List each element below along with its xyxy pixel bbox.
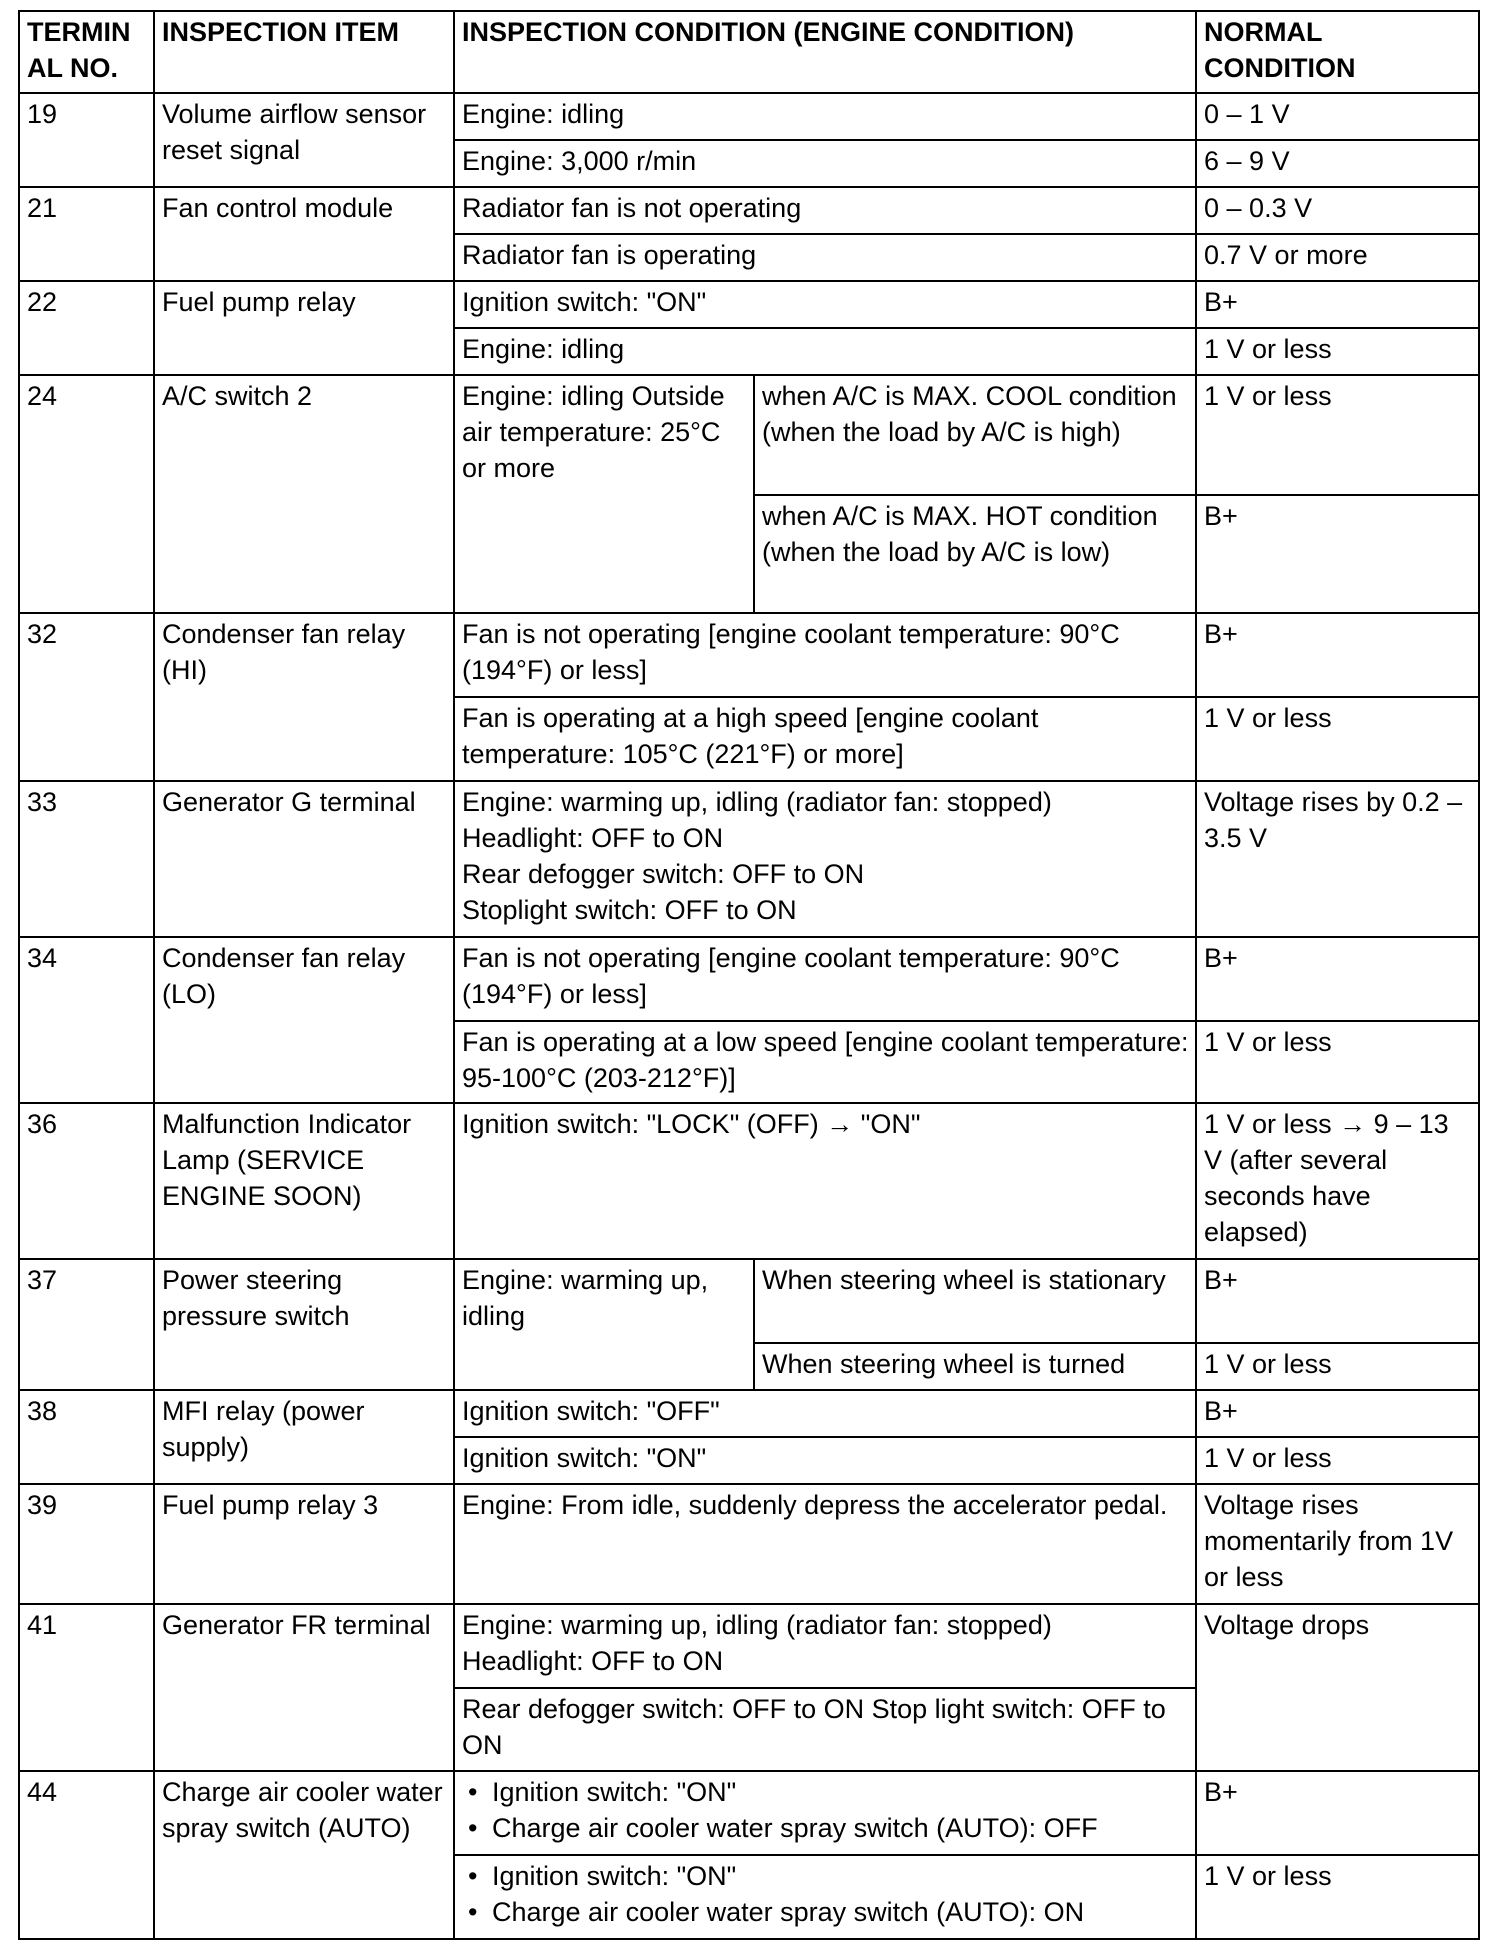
normal-condition: Voltage drops <box>1196 1604 1479 1771</box>
normal-condition: B+ <box>1196 937 1479 1021</box>
terminal-no: 33 <box>19 781 154 937</box>
bullet-item: • Charge air cooler water spray switch (AUTO): ON <box>462 1894 1189 1930</box>
table-row <box>19 1484 1479 1604</box>
table-row <box>19 1103 1479 1259</box>
normal-condition: B+ <box>1196 1771 1479 1855</box>
inspection-condition <box>454 781 1196 937</box>
inspection-item: Generator FR terminal <box>154 1604 454 1771</box>
bullet-item: • Ignition switch: "ON" <box>462 1774 1189 1810</box>
condition-line: Headlight: OFF to ON <box>462 1646 724 1676</box>
bullet-item: • Ignition switch: "ON" <box>462 1858 1189 1894</box>
inspection-item: A/C switch 2 <box>154 375 454 613</box>
inspection-item: Malfunction Indicator Lamp (SERVICE ENGINE SOON) <box>154 1103 454 1259</box>
table-row <box>19 1390 1479 1437</box>
inspection-condition: Engine: warming up, idling <box>454 1259 754 1390</box>
table-row <box>19 1771 1479 1855</box>
header-inspection-condition: INSPECTION CONDITION (ENGINE CONDITION) <box>454 11 1196 93</box>
terminal-no: 41 <box>19 1604 154 1771</box>
normal-condition: B+ <box>1196 1259 1479 1343</box>
normal-condition: B+ <box>1196 613 1479 697</box>
condition-line: Engine: warming up, idling (radiator fan: stopped) <box>462 787 1052 817</box>
header-inspection-item: INSPECTION ITEM <box>154 11 454 93</box>
terminal-no: 36 <box>19 1103 154 1259</box>
condition-line: Engine: warming up, idling (radiator fan: stopped) <box>462 1610 1052 1640</box>
inspection-condition: Radiator fan is operating <box>454 234 1196 281</box>
inspection-condition: Engine: 3,000 r/min <box>454 140 1196 187</box>
terminal-no: 44 <box>19 1771 154 1939</box>
inspection-item: Volume airflow sensor reset signal <box>154 93 454 187</box>
inspection-item: Power steering pressure switch <box>154 1259 454 1390</box>
inspection-sub-condition: when A/C is MAX. HOT condition (when the load by A/C is low) <box>754 495 1196 613</box>
normal-condition: 1 V or less <box>1196 1021 1479 1103</box>
normal-condition: B+ <box>1196 495 1479 613</box>
inspection-condition: Rear defogger switch: OFF to ON Stop light switch: OFF to ON <box>454 1688 1196 1771</box>
table-row <box>19 375 1479 495</box>
terminal-no: 34 <box>19 937 154 1103</box>
inspection-condition <box>454 1855 1196 1939</box>
inspection-sub-condition: When steering wheel is turned <box>754 1343 1196 1390</box>
terminal-no: 19 <box>19 93 154 187</box>
normal-condition: 0.7 V or more <box>1196 234 1479 281</box>
table-row <box>19 93 1479 140</box>
inspection-table-container <box>18 10 1478 1940</box>
terminal-no: 37 <box>19 1259 154 1390</box>
inspection-condition: Ignition switch: "LOCK" (OFF) → "ON" <box>454 1103 1196 1259</box>
inspection-item: Charge air cooler water spray switch (AUTO) <box>154 1771 454 1939</box>
normal-condition: 1 V or less <box>1196 375 1479 495</box>
inspection-item: Generator G terminal <box>154 781 454 937</box>
inspection-sub-condition: when A/C is MAX. COOL condition (when the load by A/C is high) <box>754 375 1196 495</box>
terminal-no: 38 <box>19 1390 154 1484</box>
inspection-condition: Engine: idling <box>454 328 1196 375</box>
terminal-no: 22 <box>19 281 154 375</box>
inspection-condition: Fan is not operating [engine coolant temperature: 90°C (194°F) or less] <box>454 937 1196 1021</box>
inspection-item: MFI relay (power supply) <box>154 1390 454 1484</box>
normal-condition: 1 V or less <box>1196 1343 1479 1390</box>
normal-condition: 1 V or less → 9 – 13 V (after several seconds have elapsed) <box>1196 1103 1479 1259</box>
inspection-table <box>18 10 1480 1940</box>
inspection-condition: Ignition switch: "OFF" <box>454 1390 1196 1437</box>
normal-condition: 1 V or less <box>1196 1855 1479 1939</box>
inspection-condition: Engine: From idle, suddenly depress the accelerator pedal. <box>454 1484 1196 1604</box>
normal-condition: 6 – 9 V <box>1196 140 1479 187</box>
normal-condition: 0 – 1 V <box>1196 93 1479 140</box>
inspection-condition: Engine: idling Outside air temperature: 25°C or more <box>454 375 754 613</box>
table-row <box>19 1604 1479 1688</box>
normal-condition: Voltage rises by 0.2 – 3.5 V <box>1196 781 1479 937</box>
inspection-condition <box>454 1604 1196 1688</box>
normal-condition: 1 V or less <box>1196 328 1479 375</box>
table-row <box>19 613 1479 697</box>
condition-line: Headlight: OFF to ON <box>462 823 724 853</box>
inspection-condition: Fan is operating at a low speed [engine coolant temperature: 95-100°C (203-212°F)] <box>454 1021 1196 1103</box>
header-terminal-no: TERMIN AL NO. <box>19 11 154 93</box>
terminal-no: 32 <box>19 613 154 781</box>
inspection-condition: Ignition switch: "ON" <box>454 1437 1196 1484</box>
terminal-no: 24 <box>19 375 154 613</box>
terminal-no: 39 <box>19 1484 154 1604</box>
normal-condition: B+ <box>1196 1390 1479 1437</box>
normal-condition: B+ <box>1196 281 1479 328</box>
header-normal-condition: NORMAL CONDITION <box>1196 11 1479 93</box>
normal-condition: 0 – 0.3 V <box>1196 187 1479 234</box>
normal-condition: 1 V or less <box>1196 697 1479 781</box>
inspection-condition: Fan is not operating [engine coolant temperature: 90°C (194°F) or less] <box>454 613 1196 697</box>
inspection-sub-condition: When steering wheel is stationary <box>754 1259 1196 1343</box>
inspection-condition <box>454 1771 1196 1855</box>
table-row <box>19 1259 1479 1343</box>
header-row <box>19 11 1479 93</box>
condition-line: Stoplight switch: OFF to ON <box>462 895 797 925</box>
inspection-item: Fuel pump relay <box>154 281 454 375</box>
normal-condition: 1 V or less <box>1196 1437 1479 1484</box>
inspection-condition: Ignition switch: "ON" <box>454 281 1196 328</box>
inspection-condition: Engine: idling <box>454 93 1196 140</box>
terminal-no: 21 <box>19 187 154 281</box>
inspection-item: Condenser fan relay (LO) <box>154 937 454 1103</box>
inspection-condition: Fan is operating at a high speed [engine coolant temperature: 105°C (221°F) or more] <box>454 697 1196 781</box>
inspection-condition: Radiator fan is not operating <box>454 187 1196 234</box>
condition-line: Rear defogger switch: OFF to ON <box>462 859 865 889</box>
table-row <box>19 937 1479 1021</box>
table-row <box>19 781 1479 937</box>
inspection-item: Fan control module <box>154 187 454 281</box>
normal-condition: Voltage rises momentarily from 1V or less <box>1196 1484 1479 1604</box>
bullet-item: • Charge air cooler water spray switch (AUTO): OFF <box>462 1810 1189 1846</box>
table-row <box>19 187 1479 234</box>
inspection-item: Fuel pump relay 3 <box>154 1484 454 1604</box>
inspection-item: Condenser fan relay (HI) <box>154 613 454 781</box>
table-row <box>19 281 1479 328</box>
